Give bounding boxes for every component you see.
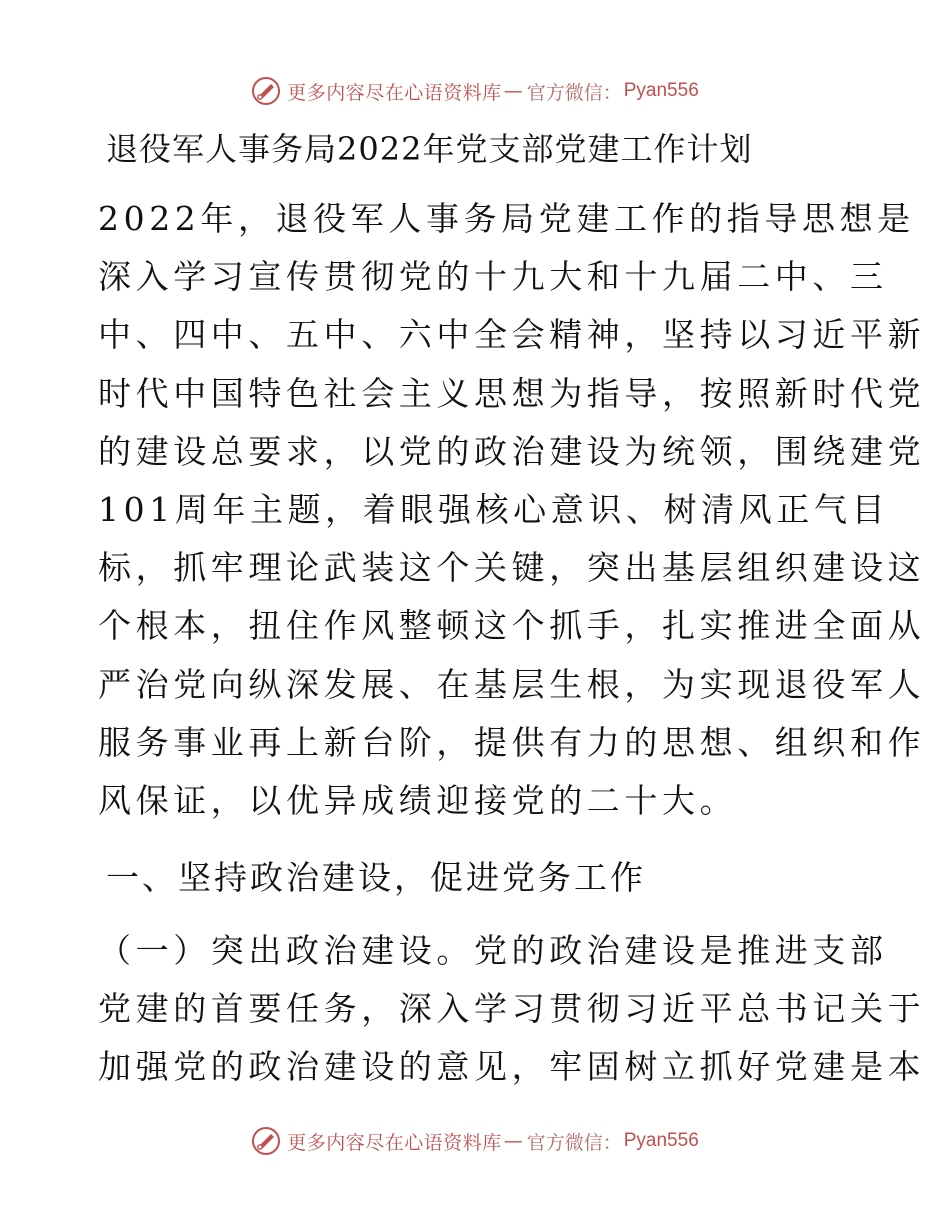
text-line: 个根本，扭住作风整顿这个抓手，扎实推进全面从 [98,606,926,646]
text-line: 时代中国特色社会主义思想为指导，按照新时代党 [98,373,926,413]
text-line: 风保证，以优异成绩迎接党的二十大。 [98,781,738,821]
watermark-wechat-label: 官方微信： [526,81,622,104]
watermark-main-text: 更多内容尽在心语资料库 [287,81,502,104]
watermark-header [0,74,950,108]
text-line: 的建设总要求，以党的政治建设为统领，围绕建党 [98,431,926,471]
watermark-dash: — [503,80,523,102]
text-line: （一）突出政治建设。党的政治建设是推进支部 [98,931,888,970]
text-line: 严治党向纵深发展、在基层生根，为实现退役军人 [98,664,926,704]
watermark-wechat-id: Pyan556 [623,80,699,101]
watermark-wechat-id: Pyan556 [623,1130,699,1151]
watermark-footer [0,1124,950,1158]
paragraph-political-construction [98,922,926,1097]
text-line: 党建的首要任务，深入学习贯彻习近平总书记关于 [98,989,926,1029]
watermark-dash: — [503,1130,523,1152]
document-title: 退役军人事务局2022年党支部党建工作计划 [106,130,753,168]
logo-icon [251,76,281,106]
text-line: 加强党的政治建设的意见，牢固树立抓好党建是本 [98,1047,926,1087]
logo-icon [251,1126,281,1156]
watermark-main-text: 更多内容尽在心语资料库 [287,1131,502,1154]
paragraph-guiding-thought [98,190,926,830]
text-line: 深入学习宣传贯彻党的十九大和十九届二中、三 [98,257,888,297]
watermark-wechat-label: 官方微信： [526,1131,622,1154]
text-line: 101周年主题，着眼强核心意识、树清风正气目 [98,490,890,530]
section-heading: 一、坚持政治建设，促进党务工作 [106,858,646,897]
text-line: 中、四中、五中、六中全会精神，坚持以习近平新 [98,315,926,355]
text-line: 标，抓牢理论武装这个关键，突出基层组织建设这 [98,548,926,588]
text-line: 服务事业再上新台阶，提供有力的思想、组织和作 [98,722,926,762]
text-line: 2022年，退役军人事务局党建工作的指导思想是 [98,199,915,238]
